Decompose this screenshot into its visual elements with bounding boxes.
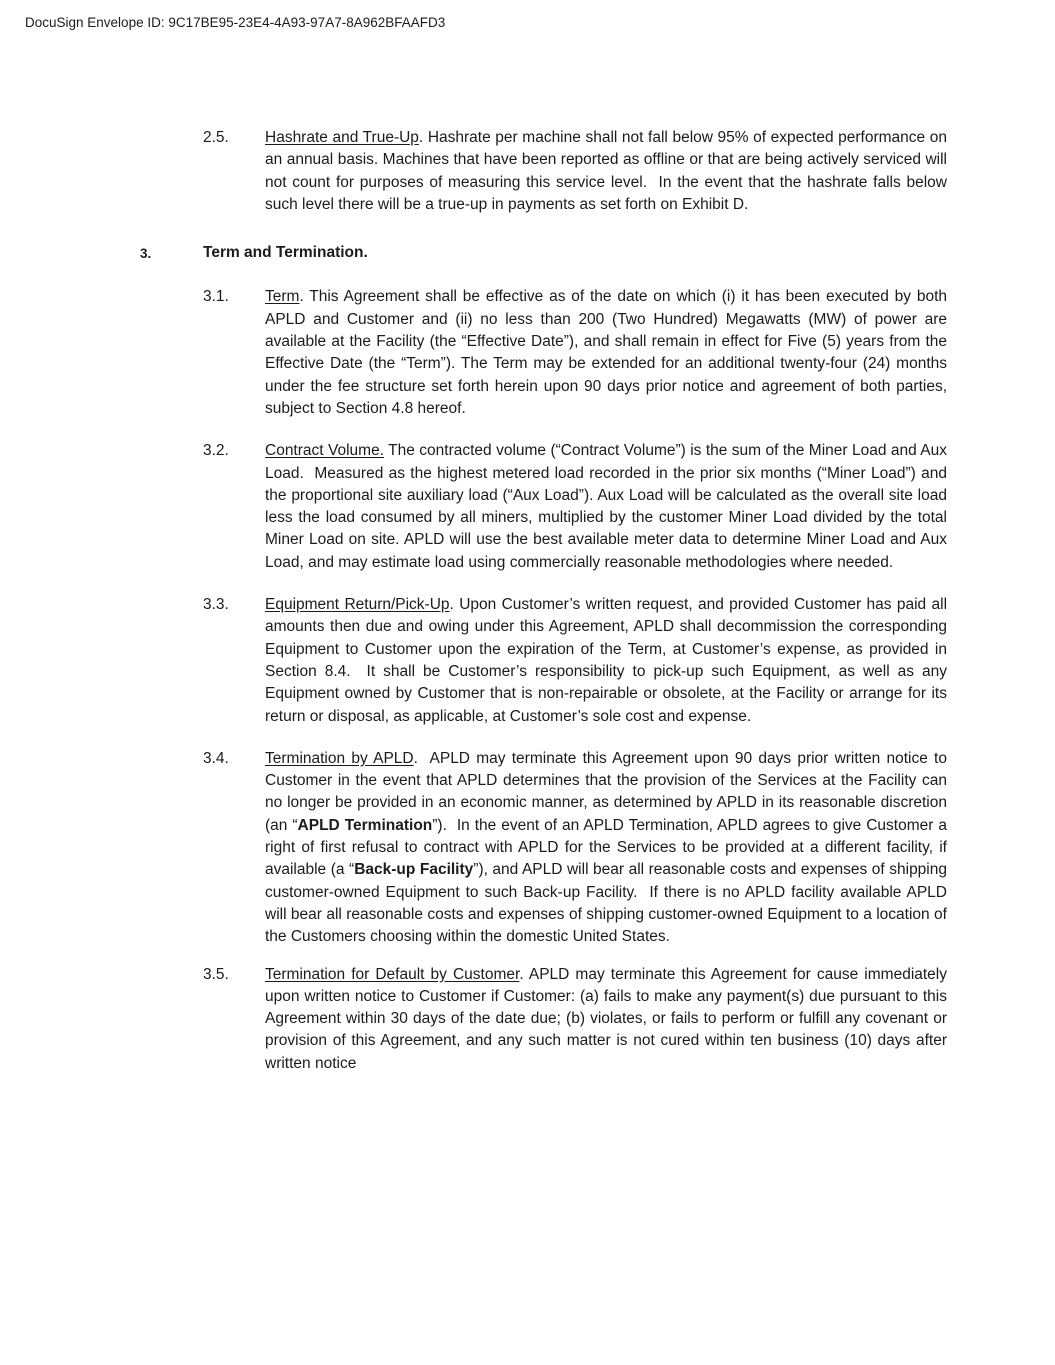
text-run: Contract Volume.: [265, 442, 385, 460]
section-text: [203, 242, 368, 264]
text-run: The contracted volume (“Contract Volume”) is the sum of the Miner Load and Aux Load. Measured as the highest metered load recorded in the prior six months (“Miner Load”) and the proportional site auxiliary load (“Aux Load”). Aux Load will be calculated as the overall site load less the load consumed by all miners, multiplied by the customer Miner Load divided by the total Miner Load on site. APLD will use the best available meter data to determine Miner Load and Aux Load, and may estimate load using commercially reasonable methodologies where needed.: [265, 442, 947, 571]
section-paragraph: [0, 440, 1055, 574]
section-paragraph: [0, 594, 1055, 728]
section-number: 3.2.: [203, 442, 229, 460]
section-text: [265, 594, 947, 728]
section-number: 3.5.: [203, 965, 229, 983]
text-run: Equipment Return/Pick-Up: [265, 596, 450, 614]
section-paragraph: [0, 286, 1055, 420]
section-text: [265, 286, 947, 420]
section-number: 3.3.: [203, 596, 229, 614]
section-text: [265, 440, 947, 574]
docusign-envelope-id: DocuSign Envelope ID: 9C17BE95-23E4-4A93-97A7-8A962BFAAFD3: [25, 15, 446, 30]
section-heading: [0, 242, 1055, 265]
text-run: Termination by APLD: [265, 749, 414, 767]
section-paragraph: [0, 748, 1055, 949]
section-number: 3.4.: [203, 749, 229, 767]
document-body: [0, 127, 1055, 1095]
text-run: . APLD may terminate this Agreement upon 90 days prior written notice to Customer in the event that APLD determines that the provision of the Services at the Facility can no longer be provided in an economic manner, as determined by APLD in its reasonable discretion (an “: [265, 749, 947, 834]
text-run: Termination for Default by Customer: [265, 965, 520, 983]
section-number: 3.1.: [203, 288, 229, 306]
text-run: . Upon Customer’s written request, and provided Customer has paid all amounts then due and owing under this Agreement, APLD shall decommission the corresponding Equipment to Customer upon the expiration of the Term, at Customer’s expense, as provided in Section 8.4. It shall be Customer’s responsibility to pick-up such Equipment, as well as any Equipment owned by Customer that is non-repairable or obsolete, at the Facility or arrange for its return or disposal, as applicable, at Customer’s sole cost and expense.: [265, 596, 948, 725]
text-run: . Hashrate per machine shall not fall below 95% of expected performance on an annual basis. Machines that have been reported as offline or that are being actively serviced will not count for purposes of measuring this service level. In the event that the hashrate falls below such level there will be a true-up in payments as set forth on Exhibit D.: [265, 129, 947, 213]
text-run: ”), and APLD will bear all reasonable costs and expenses of shipping customer-owned Equipment to such Back-up Facility. If there is no APLD facility available APLD will bear all reasonable costs and expenses of shipping customer-owned Equipment to a location of the Customers choosing within the domestic United States.: [265, 861, 947, 946]
section-number: 3.: [140, 246, 152, 262]
section-paragraph: [0, 127, 1055, 216]
section-text: [265, 127, 947, 216]
section-paragraph: [0, 964, 1055, 1075]
text-run: . This Agreement shall be effective as of the date on which (i) it has been executed by both APLD and Customer and (ii) no less than 200 (Two Hundred) Megawatts (MW) of power are available at the Facility (the “Effective Date”), and shall remain in effect for Five (5) years from the Effective Date (the “Term”). The Term may be extended for an additional twenty-four (24) months under the fee structure set forth herein upon 90 days prior notice and agreement of both parties, subject to Section 4.8 hereof.: [265, 288, 947, 417]
text-run: APLD Termination: [297, 816, 433, 834]
section-number: 2.5.: [203, 129, 229, 146]
text-run: Term: [265, 288, 300, 306]
text-run: Term and Termination.: [203, 244, 368, 262]
section-text: [265, 964, 947, 1075]
text-run: . APLD may terminate this Agreement for cause immediately upon written notice to Customer if Customer: (a) fails to make any payment(s) due pursuant to this Agreement within 30 days of the date due; (b) violates, or fails to perform or fulfill any covenant or provision of this Agreement, and any such matter is not cured within ten business (10) days after written notice: [265, 965, 947, 1072]
text-run: Hashrate and True-Up: [265, 129, 419, 146]
text-run: ”). In the event of an APLD Termination, APLD agrees to give Customer a right of first refusal to contract with APLD for the Services to be provided at a different facility, if available (a “: [265, 816, 948, 879]
text-run: Back-up Facility: [354, 861, 474, 879]
section-text: [265, 748, 947, 949]
